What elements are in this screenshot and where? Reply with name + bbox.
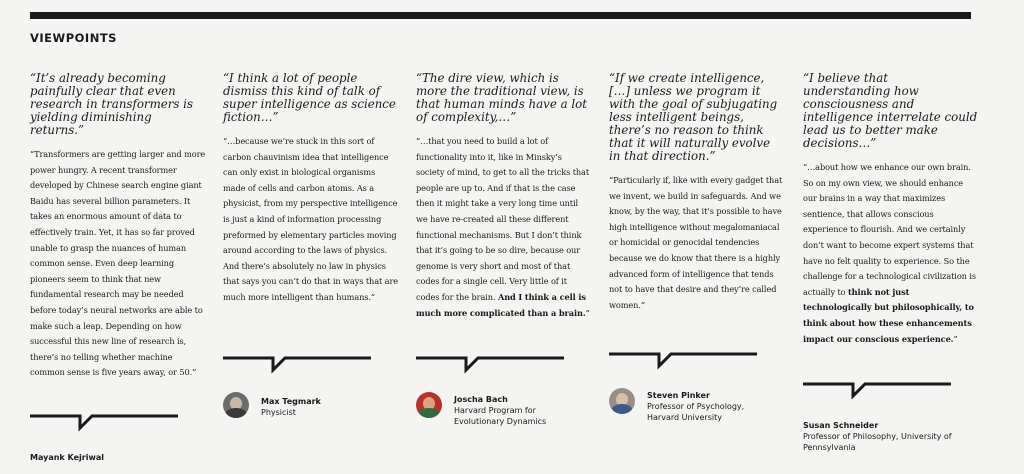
author-title: Professor of Psychology, Harvard University [647, 402, 745, 422]
author-susan-schneider [803, 420, 973, 453]
author-max-tegmark [261, 396, 321, 418]
author-name: Steven Pinker [647, 391, 710, 400]
speech-bubble-rule [30, 414, 178, 432]
avatar [416, 392, 442, 418]
avatar-body [225, 408, 247, 418]
author-name: Susan Schneider [803, 421, 879, 430]
author-title: Harvard Program for Evolutionary Dynamics [454, 406, 547, 426]
author-steven-pinker [647, 390, 757, 423]
body-text: “…that you need to build a lot of functionality into it, like in Minsky’s society of mind, to get to all the tricks that people are up to. And if that is the case then it might take a very long time until we have re-created all these different functional mechanisms. But I don’t think that it’s going to be so dire, because our genome is very short and most of that codes for a single cell. Very little of it codes for the brain. [416, 136, 590, 302]
quote-body [416, 134, 592, 321]
author-title: Physicist [261, 408, 296, 417]
body-text: “…about how we enhance our own brain. So on my own view, we should enhance our brains in a way that maximizes sentience, that allows conscious experience to flourish. And we certainly don’t want to become expert systems that have no felt quality to experience. So the challenge for a technological civilization is actually to [803, 162, 976, 297]
speech-bubble-rule [416, 356, 564, 374]
speech-bubble-rule [223, 356, 371, 374]
quote-body [223, 134, 399, 306]
body-text: “Particularly if, like with every gadget that we invent, we build in safeguards. And we know, by the way, that it’s possible to have high intelligence without megalomaniacal or homicidal or genocidal tendencies because we do know that there is a highly advanced form of intelligence that tends not to have that desire and they’re called women.” [609, 175, 783, 310]
viewpoint-column-5 [803, 72, 979, 347]
author-mayank-kejriwal [30, 452, 104, 463]
quote-body [30, 147, 206, 381]
pull-quote: “If we create intelligence, […] unless we program it with the goal of subjugating less intelligent beings, there’s no reason to think that it will naturally evolve in that direction.” [609, 71, 778, 163]
viewpoint-column-3 [416, 72, 592, 321]
body-text: “Transformers are getting larger and more power hungry. A recent transformer developed by Chinese search engine giant Baidu has several billion parameters. It takes an enormous amount of data to effectively train. Yet, it has so far proved unable to grasp the nuances of human common sense. Even deep learning pioneers seem to think that new fundamental research may be needed before today’s neural networks are able to make such a leap. Depending on how successful this new line of research is, there’s no telling whether machine common sense is five years away, or 50.” [30, 149, 206, 378]
author-joscha-bach [454, 394, 564, 427]
viewpoint-column-4 [609, 72, 785, 313]
author-name: Joscha Bach [454, 395, 508, 404]
body-text-emphasis: think not just technologically but philosophically, to think about how these enhancements impact our conscious experience. [803, 286, 974, 344]
pull-quote: “I believe that understanding how consciousness and intelligence interrelate could lead us to better make decisions…” [803, 71, 978, 150]
body-text-emphasis: And I think a cell is much more complicated than a brain. [416, 291, 586, 318]
body-text-end: ” [585, 307, 590, 318]
speech-bubble-rule [803, 382, 951, 400]
section-label: VIEWPOINTS [30, 31, 117, 45]
body-text: “…because we’re stuck in this sort of carbon chauvinism idea that intelligence can only exist in biological organisms made of cells and carbon atoms. As a physicist, from my perspective intelligence is just a kind of information processing preformed by elementary particles moving around according to the laws of physics. And there’s absolutely no law in physics that says you can’t do that in ways that are much more intelligent than humans.” [223, 136, 399, 302]
top-rule [30, 12, 971, 19]
viewpoint-column-1 [30, 72, 206, 381]
avatar-body [418, 408, 440, 418]
author-name: Mayank Kejriwal [30, 453, 104, 462]
quote-body [609, 173, 785, 313]
quote-body [803, 160, 979, 347]
avatar [223, 392, 249, 418]
viewpoint-column-2 [223, 72, 399, 306]
pull-quote: “The dire view, which is more the traditional view, is that human minds have a lot of complexity,…” [416, 71, 587, 124]
pull-quote: “I think a lot of people dismiss this kind of talk of super intelligence as science fiction…” [223, 71, 396, 124]
author-name: Max Tegmark [261, 397, 321, 406]
pull-quote: “It’s already becoming painfully clear that even research in transformers is yielding diminishing returns.” [30, 71, 194, 137]
speech-bubble-rule [609, 352, 757, 370]
author-title: Professor of Philosophy, University of Pennsylvania [803, 432, 952, 452]
avatar [609, 388, 635, 414]
body-text-end: ” [953, 333, 958, 344]
avatar-body [611, 404, 633, 414]
